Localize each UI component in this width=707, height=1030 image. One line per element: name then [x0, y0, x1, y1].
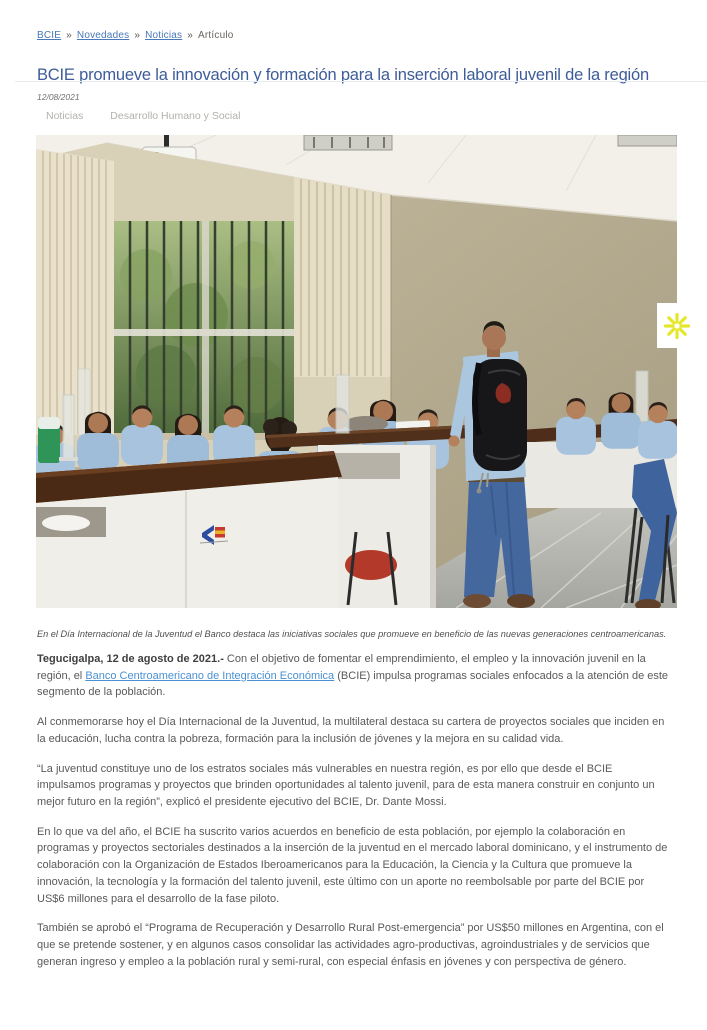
article-figure: [36, 135, 677, 608]
page-title: BCIE promueve la innovación y formación para la inserción laboral juvenil de la región: [37, 66, 649, 84]
photo-blinds-left: [36, 149, 114, 435]
bcie-link[interactable]: Banco Centroamericano de Integración Económica: [85, 669, 335, 682]
photo-caption: En el Día Internacional de la Juventud el Banco destaca las iniciativas sociales que promueve en beneficio de las nuevas generaciones centroamericanas.: [37, 629, 667, 639]
breadcrumb-link-bcie[interactable]: BCIE: [37, 30, 62, 41]
paragraph-2: Al conmemorarse hoy el Día Internacional de la Juventud, la multilateral destaca su cartera de proyectos sociales que inciden en la educación, lucha contra la pobreza, formación para la inclusión de jóvenes y la mejora en su calidad vida.: [37, 716, 665, 745]
breadcrumb-link-noticias[interactable]: Noticias: [145, 30, 183, 41]
article-photo: [36, 135, 677, 608]
breadcrumb-separator: »: [66, 30, 72, 41]
paragraph-4: En lo que va del año, el BCIE ha suscrito varios acuerdos en beneficio de esta población, por ejemplo la colaboración en programas y proyectos sectoriales destinados a la inserción de la juventud en el mercado laboral dominicano, y el instrumento de colaboración con la Organización de Estados Iberoamericanos para la Educación, la Ciencia y la Cultura que promueve la innovación, la tecnología y la formación del talento juvenil, este último con un aporte no reembolsable por parte del BCIE por US$6 millones para el desarrollo de la fase piloto.: [37, 825, 668, 905]
photo-window: [114, 221, 294, 435]
paragraph-1: [37, 651, 673, 701]
breadcrumb-link-novedades[interactable]: Novedades: [76, 30, 130, 41]
article-date: 12/08/2021: [37, 92, 80, 102]
header-divider: [15, 81, 707, 82]
paragraph-5: También se aprobó el “Programa de Recuperación y Desarrollo Rural Post-emergencia” por US$50 millones en Argentina, con el que se pretende sostener, y en algunos casos consolidar las actividades agro-productivas, agroindustriales y de servicios que generan ingreso y empleo a la población rural y semi-rural, con especial énfasis en jóvenes y con perspectiva de género.: [37, 922, 664, 968]
paragraph-1-lead: Tegucigalpa, 12 de agosto de 2021.-: [37, 653, 224, 665]
article-body: [37, 651, 673, 971]
paragraph-1-text: Con el objetivo de fomentar el emprendimiento, el empleo y la innovación juvenil en la región, el: [37, 653, 646, 682]
tag-noticias[interactable]: Noticias: [46, 110, 84, 122]
breadcrumb: [37, 30, 707, 41]
breadcrumb-separator: »: [187, 30, 194, 41]
photo-table-left: [36, 451, 342, 608]
breadcrumb-separator: »: [134, 30, 141, 41]
paragraph-3: “La juventud constituye uno de los estratos sociales más vulnerables en nuestra región, es por ello que desde el BCIE impulsamos programas y proyectos que brinden oportunidades al talento juvenil, para de esta manera construir en conjunto un mejor futuro en la región”, explicó el presidente ejecutivo del BCIE, Dr. Dante Mossi.: [37, 762, 655, 809]
tag-desarrollo-humano[interactable]: Desarrollo Humano y Social: [110, 110, 241, 122]
breadcrumb-current: Artículo: [198, 30, 234, 41]
asterisk-icon: [663, 312, 691, 340]
floating-widget-button[interactable]: [657, 303, 697, 348]
article-tags: [46, 110, 707, 122]
paragraph-1-text-after: (BCIE) impulsa programas sociales enfocados a la atención de este segmento de la población.: [37, 669, 669, 699]
